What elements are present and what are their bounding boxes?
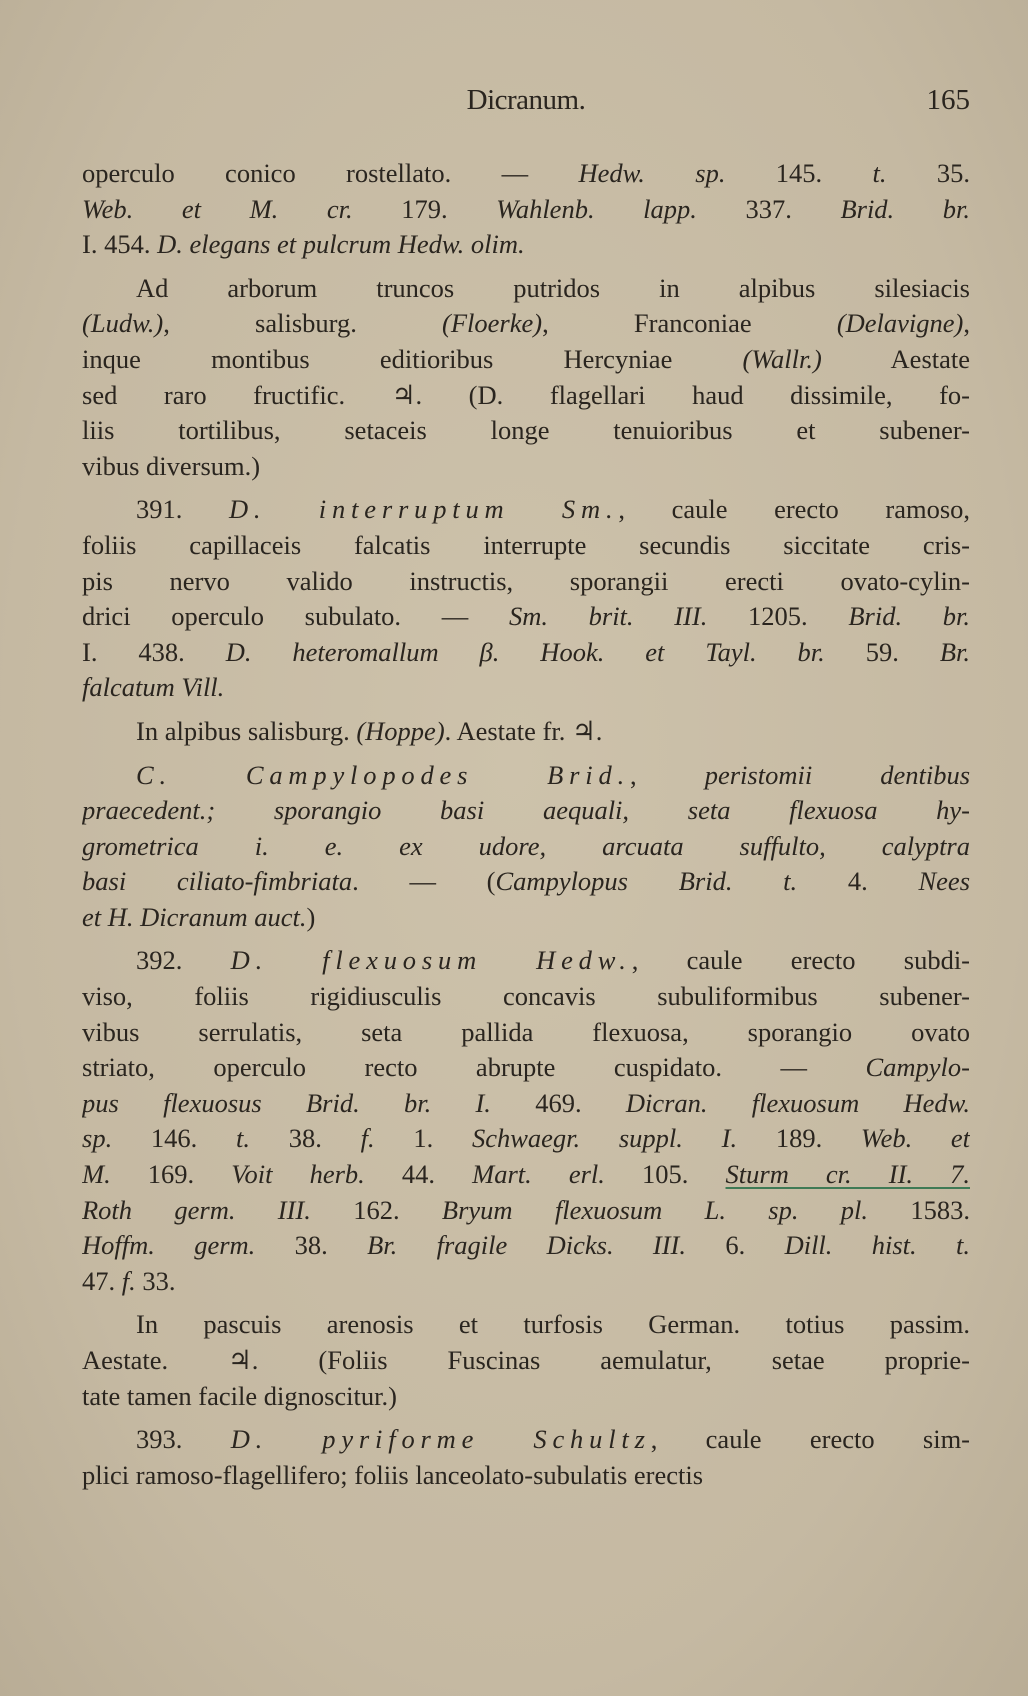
italic-text: Campylopus Brid. t. xyxy=(495,866,798,897)
text: 44. xyxy=(364,1159,473,1190)
text: 59. xyxy=(824,636,940,667)
text-line xyxy=(82,1228,970,1264)
text: 169. xyxy=(110,1159,232,1190)
text: , caule erecto sim- xyxy=(650,1424,970,1455)
paragraph xyxy=(82,943,970,1299)
text: plici ramoso-flagellifero; foliis lanceolato-subulatis erectis xyxy=(82,1459,704,1490)
text-line xyxy=(82,378,970,414)
italic-text: D. interruptum Sm. xyxy=(228,494,619,525)
text: 33. xyxy=(135,1265,176,1296)
italic-text: peristomii dentibus xyxy=(704,759,970,790)
page-body xyxy=(82,156,970,1501)
text-line xyxy=(82,342,970,378)
italic-text: Bryum flexuosum L. sp. pl. xyxy=(441,1194,869,1225)
text-line xyxy=(82,271,970,307)
text-line xyxy=(82,492,970,528)
text: 1583. xyxy=(868,1194,970,1225)
text-line xyxy=(82,793,970,829)
text-line xyxy=(82,900,970,936)
text: 105. xyxy=(604,1159,726,1190)
paragraph xyxy=(82,156,970,263)
text-line xyxy=(82,714,970,750)
text-line xyxy=(82,979,970,1015)
italic-text: M. xyxy=(82,1159,111,1190)
text-line xyxy=(82,1264,970,1300)
italic-text: f. xyxy=(360,1123,375,1154)
text: 1. xyxy=(374,1123,472,1154)
text: . — ( xyxy=(352,866,496,897)
text: vibus serrulatis, seta pallida flexuosa, sporangio ovato xyxy=(82,1016,970,1047)
text-line xyxy=(82,528,970,564)
text: foliis capillaceis falcatis interrupte secundis siccitate cris- xyxy=(82,529,970,560)
italic-text: f. xyxy=(121,1265,136,1296)
text: sed raro fructific. ♃. (D. flagellari haud dissimile, fo- xyxy=(82,379,970,410)
text-line xyxy=(82,1193,970,1229)
paragraph xyxy=(82,492,970,706)
text-line xyxy=(82,449,970,485)
italic-text: Web. et xyxy=(860,1123,970,1154)
italic-text: Hoffm. germ. xyxy=(82,1230,256,1261)
text-line xyxy=(82,192,970,228)
text: , caule erecto subdi- xyxy=(631,945,970,976)
text: I. 454. xyxy=(82,229,158,260)
text: 38. xyxy=(250,1123,361,1154)
italic-text: Roth germ. III. xyxy=(82,1194,311,1225)
italic-text: C. Campylopodes Brid. xyxy=(136,759,631,790)
text-line xyxy=(82,670,970,706)
text-line xyxy=(82,1458,970,1494)
text-line xyxy=(82,1379,970,1415)
text-line xyxy=(82,829,970,865)
italic-text: Voit herb. xyxy=(231,1159,365,1190)
italic-text: Br. xyxy=(939,636,970,667)
paragraph xyxy=(82,1422,970,1493)
italic-text: basi ciliato-fimbriata xyxy=(82,866,353,897)
italic-text: (Wallr.) xyxy=(742,343,822,374)
text: inque montibus editioribus Hercyniae xyxy=(82,343,743,374)
italic-text: D. flexuosum Hedw. xyxy=(230,945,632,976)
text-line xyxy=(82,758,970,794)
text: 391. xyxy=(136,494,229,525)
text: 162. xyxy=(310,1194,442,1225)
text-line xyxy=(82,1157,970,1193)
text: 469. xyxy=(490,1087,626,1118)
italic-text: Dill. hist. t. xyxy=(784,1230,970,1261)
text: ) xyxy=(306,901,316,932)
text: drici operculo subulato. — xyxy=(82,601,509,632)
text: 145. xyxy=(725,158,873,188)
italic-text: Brid. br. xyxy=(840,193,970,224)
text-line xyxy=(82,635,970,671)
text: Aestate xyxy=(821,343,970,374)
text: , xyxy=(630,759,705,790)
italic-text: t. xyxy=(872,158,887,188)
text-line xyxy=(82,1121,970,1157)
italic-text: D. elegans et pulcrum Hedw. olim. xyxy=(157,229,525,260)
italic-text: Web. et M. cr. xyxy=(82,193,353,224)
italic-text: Campylo- xyxy=(865,1052,970,1083)
text-line xyxy=(82,1343,970,1379)
text-line xyxy=(82,1050,970,1086)
text: I. 438. xyxy=(82,636,226,667)
running-title: Dicranum. xyxy=(466,84,586,116)
text-line xyxy=(82,1422,970,1458)
text: 38. xyxy=(255,1230,368,1261)
paragraph xyxy=(82,271,970,485)
text: 179. xyxy=(352,193,497,224)
text-line xyxy=(82,156,970,192)
text-line xyxy=(82,1086,970,1122)
text: operculo conico rostellato. — xyxy=(82,158,579,188)
italic-text: (Floerke) xyxy=(442,308,543,339)
text: 4. xyxy=(797,866,919,897)
italic-text: falcatum Vill. xyxy=(82,672,225,703)
italic-text: D. pyriforme Schultz xyxy=(230,1424,651,1455)
italic-text: praecedent.; sporangio basi aequali, seta flexuosa hy- xyxy=(82,795,970,826)
italic-text: Mart. erl. xyxy=(472,1159,605,1190)
italic-text: Br. fragile Dicks. III. xyxy=(367,1230,687,1261)
text: 6. xyxy=(686,1230,785,1261)
text-line xyxy=(82,864,970,900)
italic-text: (Hoppe) xyxy=(356,715,445,746)
italic-text: Sm. brit. III. xyxy=(508,601,708,632)
text: , caule erecto ramoso, xyxy=(618,494,970,525)
text: 189. xyxy=(737,1123,861,1154)
text: In pascuis arenosis et turfosis German. totius passim. xyxy=(136,1309,970,1340)
text: , xyxy=(963,308,970,339)
text-line xyxy=(82,227,970,263)
text: tate tamen facile dignoscitur.) xyxy=(82,1380,397,1411)
text: Ad arborum truncos putridos in alpibus silesiacis xyxy=(136,272,970,303)
italic-text: sp. xyxy=(82,1123,113,1154)
italic-text: Sturm cr. II. 7. xyxy=(725,1159,970,1190)
italic-text: Nees xyxy=(918,866,970,897)
text-line xyxy=(82,943,970,979)
italic-text: (Delavigne) xyxy=(836,308,964,339)
italic-text: grometrica i. e. ex udore, arcuata suffulto, calyptra xyxy=(82,830,970,861)
paragraph xyxy=(82,758,970,936)
italic-text: Brid. br. xyxy=(848,601,970,632)
text: 47. xyxy=(82,1265,122,1296)
text: vibus diversum.) xyxy=(82,450,261,481)
text: viso, foliis rigidiusculis concavis subuliformibus subener- xyxy=(82,981,970,1012)
page-number: 165 xyxy=(926,84,970,116)
text-line xyxy=(82,306,970,342)
text: 392. xyxy=(136,945,231,976)
text: . Aestate fr. ♃. xyxy=(444,715,603,746)
italic-text: (Ludw.) xyxy=(82,308,164,339)
paragraph xyxy=(82,1307,970,1414)
text-line xyxy=(82,413,970,449)
text-line xyxy=(82,599,970,635)
text: 35. xyxy=(886,158,970,188)
italic-text: t. xyxy=(236,1123,251,1154)
paragraph xyxy=(82,714,970,750)
text: striato, operculo recto abrupte cuspidato. — xyxy=(82,1052,866,1083)
italic-text: Schwaegr. suppl. I. xyxy=(471,1123,738,1154)
text: 1205. xyxy=(707,601,849,632)
italic-text: Hedw. sp. xyxy=(578,158,726,188)
text: liis tortilibus, setaceis longe tenuioribus et subener- xyxy=(82,415,970,446)
italic-text: pus flexuosus Brid. br. I. xyxy=(82,1087,491,1118)
text-line xyxy=(82,1307,970,1343)
italic-text: Wahlenb. lapp. xyxy=(496,193,697,224)
text: , Franconiae xyxy=(542,308,837,339)
text-line xyxy=(82,564,970,600)
italic-text: D. heteromallum β. Hook. et Tayl. br. xyxy=(225,636,825,667)
italic-text: et H. Dicranum auct. xyxy=(82,901,307,932)
text: Aestate. ♃. (Foliis Fuscinas aemulatur, setae proprie- xyxy=(82,1345,970,1375)
text: 337. xyxy=(696,193,841,224)
text: pis nervo valido instructis, sporangii erecti ovato-cylin- xyxy=(82,565,970,596)
page-header xyxy=(82,84,970,124)
italic-text: Dicran. flexuosum Hedw. xyxy=(625,1087,970,1118)
text-line xyxy=(82,1015,970,1051)
text: , salisburg. xyxy=(163,308,443,339)
text: In alpibus salisburg. xyxy=(136,715,357,746)
text: 393. xyxy=(136,1424,231,1455)
text: 146. xyxy=(112,1123,237,1154)
